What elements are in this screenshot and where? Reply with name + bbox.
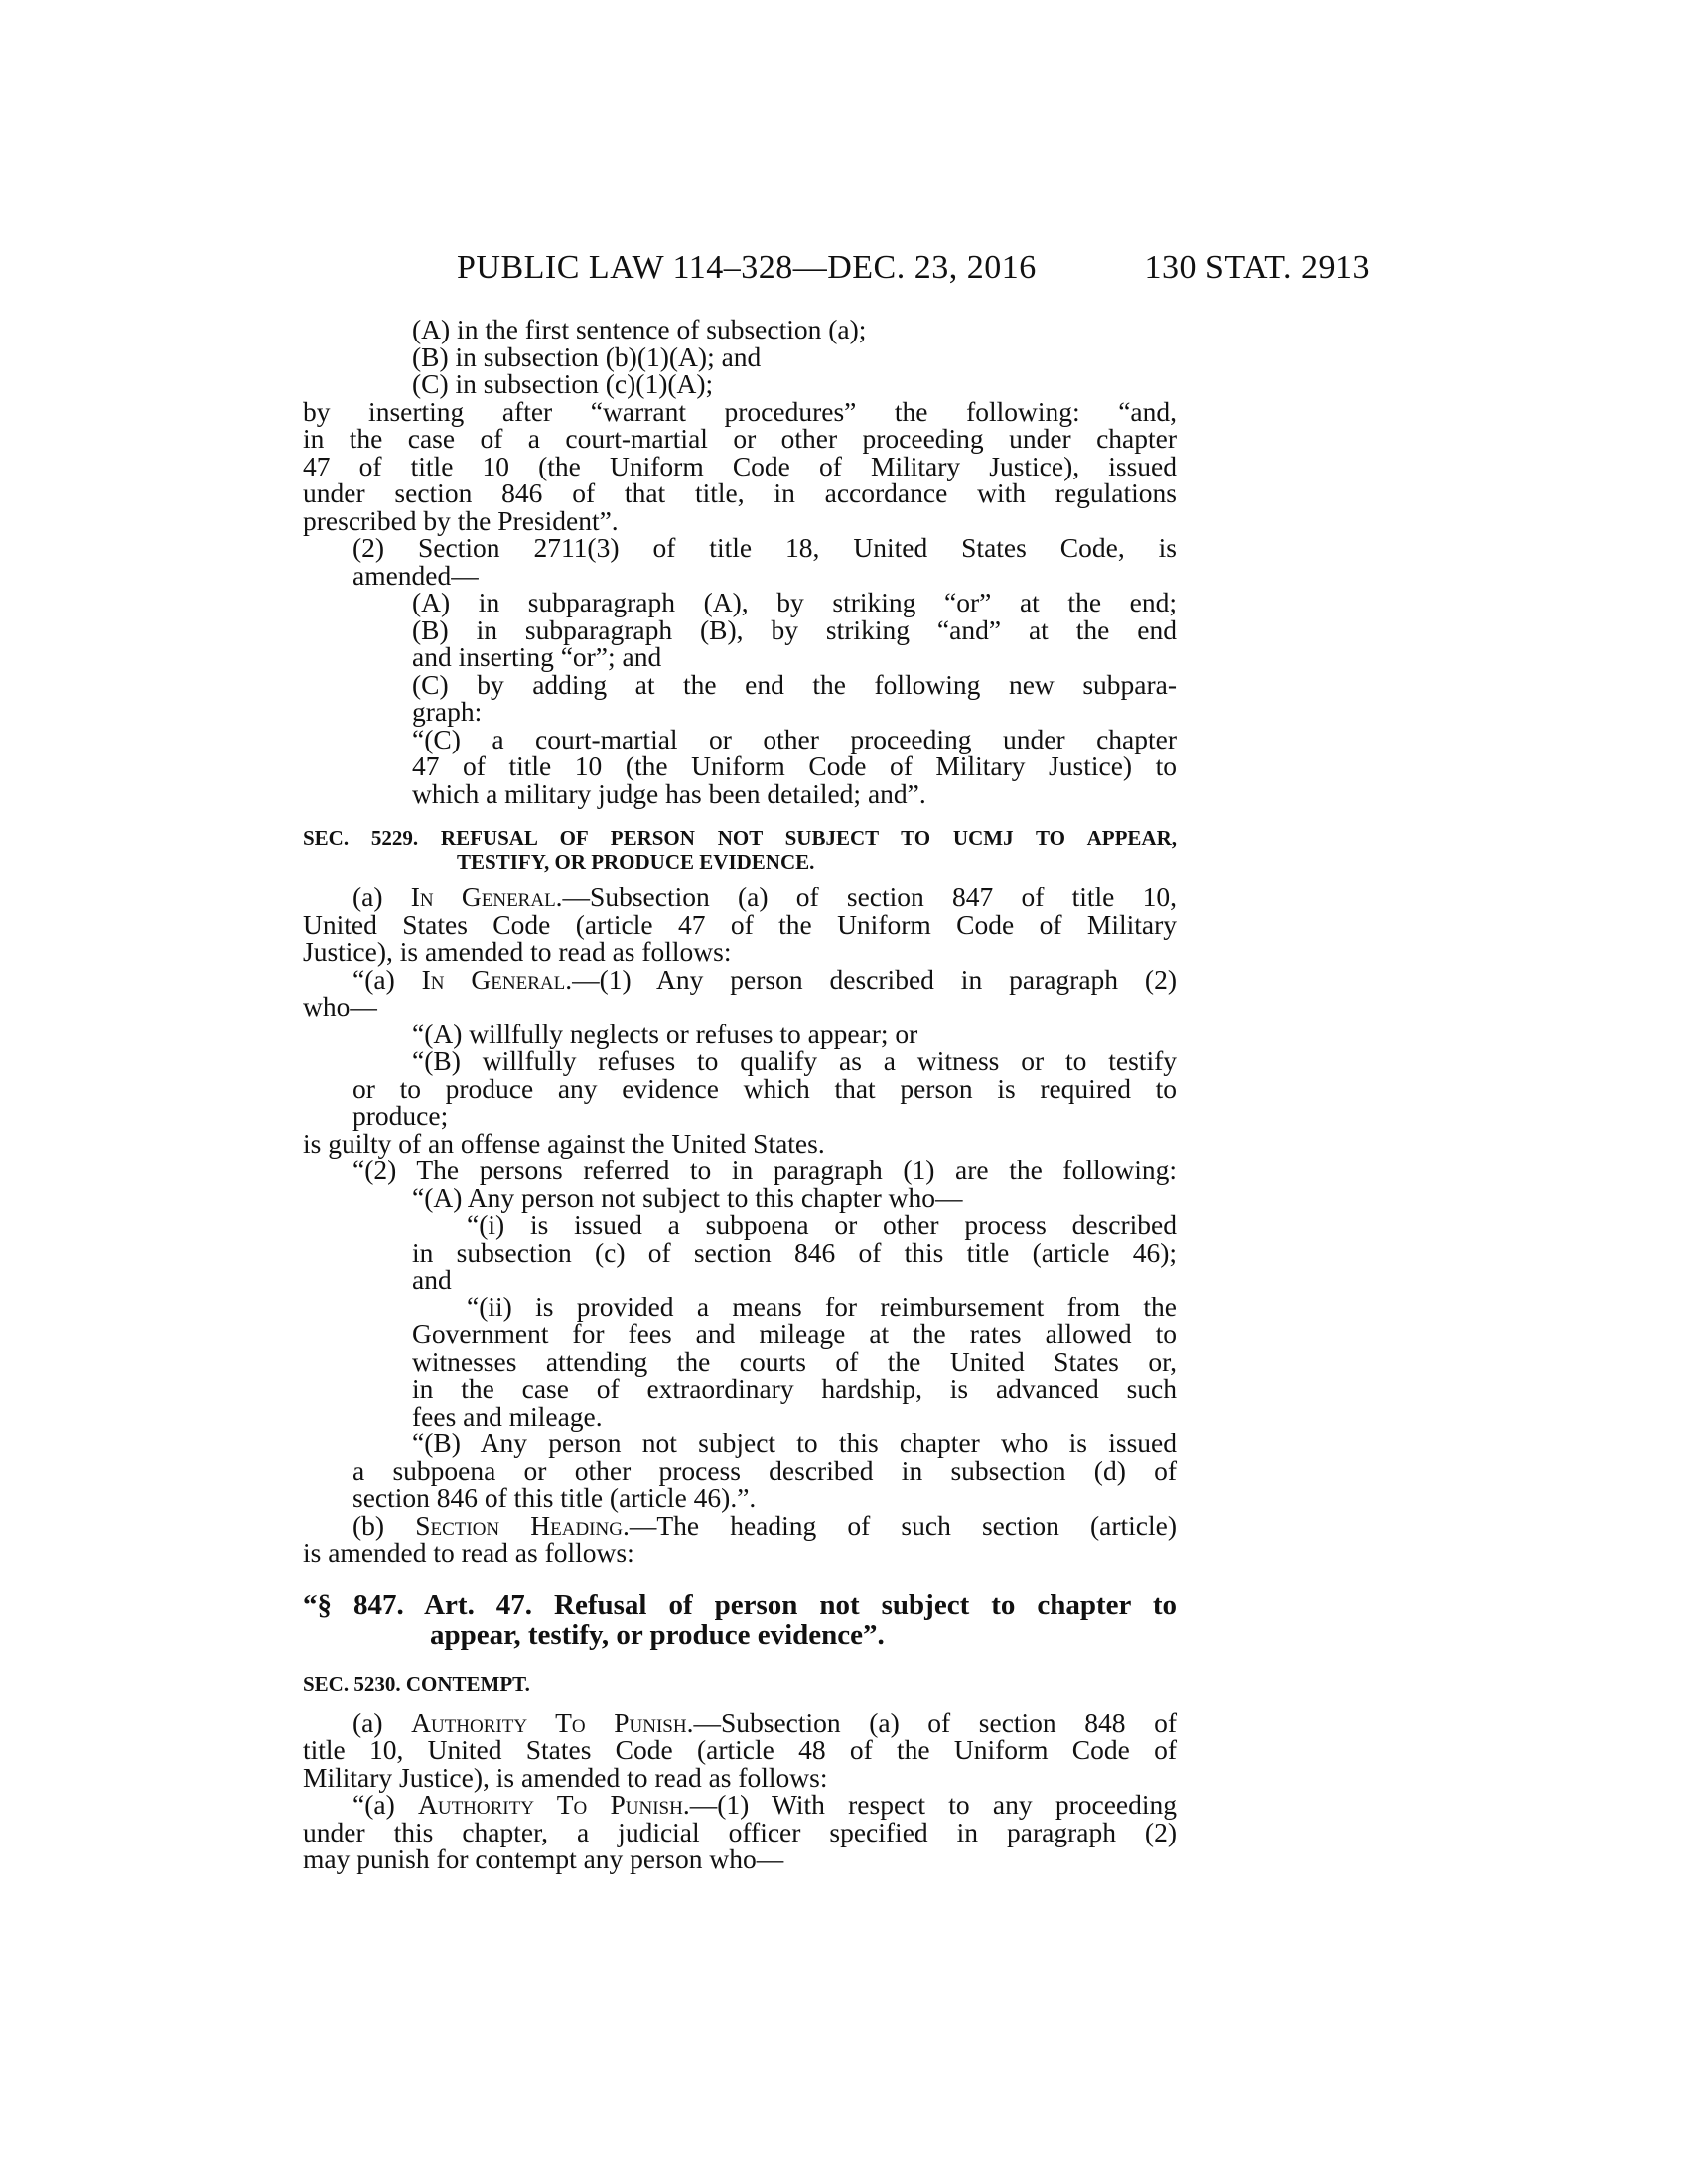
text-line: a subpoena or other process described in subsection (d) of [352, 1454, 1177, 1486]
section-heading-5230 [303, 1672, 1177, 1696]
text-line: United States Code (article 47 of the Uniform Code of Military [303, 908, 1177, 940]
text-line: Government for fees and mileage at the rates allowed to [412, 1318, 1177, 1349]
text-line: 47 of title 10 (the Uniform Code of Military Justice) to [412, 751, 1177, 781]
text-line: “(2) The persons referred to in paragraph (1) are the following: [352, 1155, 1177, 1185]
section-heading-line: SEC. 5229. REFUSAL OF PERSON NOT SUBJECT TO UCMJ TO APPEAR, [303, 826, 1177, 850]
text-line: and [412, 1264, 452, 1295]
text-line: “(B) Any person not subject to this chapter who is issued [412, 1428, 1177, 1458]
text-line: (a) In General.—Subsection (a) of section 847 of title 10, [352, 882, 1177, 912]
text-line: witnesses attending the courts of the United States or, [412, 1345, 1177, 1377]
text-line: “(a) In General.—(1) Any person described in paragraph (2) [352, 963, 1177, 995]
text-line: Military Justice), is amended to read as follows: [303, 1761, 828, 1793]
text-line: fees and mileage. [412, 1400, 603, 1432]
text-line: (A) in the first sentence of subsection (a); [412, 314, 867, 344]
text-line: Justice), is amended to read as follows: [303, 936, 732, 967]
text-line: (B) in subsection (b)(1)(A); and [412, 341, 762, 372]
text-line: amended— [352, 559, 479, 591]
text-line: in the case of a court-martial or other proceeding under chapter [303, 423, 1177, 454]
text-line: “(B) willfully refuses to qualify as a witness or to testify [412, 1045, 1177, 1076]
text-line: under this chapter, a judicial officer specified in paragraph (2) [303, 1816, 1177, 1847]
article-heading-847 [303, 1590, 1177, 1650]
text-line: “(a) Authority To Punish.—(1) With respect to any proceeding [352, 1789, 1177, 1820]
text-line: is amended to read as follows: [303, 1537, 634, 1568]
section-heading-5229 [303, 826, 1177, 874]
text-line: or to produce any evidence which that person is required to [352, 1072, 1177, 1104]
document-body [303, 316, 1177, 1873]
text-line: is guilty of an offense against the United States. [303, 1127, 825, 1159]
text-line: in subsection (c) of section 846 of this title (article 46); [412, 1236, 1177, 1268]
page-header [457, 248, 1370, 288]
text-line: (A) in subparagraph (A), by striking “or” at the end; [412, 587, 1177, 617]
text-line: who— [303, 991, 377, 1022]
header-page-number: 130 STAT. 2913 [1144, 249, 1370, 286]
text-line: section 846 of this title (article 46).”. [352, 1482, 757, 1513]
text-line: (2) Section 2711(3) of title 18, United States Code, is [352, 532, 1177, 563]
text-line: (a) Authority To Punish.—Subsection (a) of section 848 of [352, 1706, 1177, 1738]
text-line: “(A) willfully neglects or refuses to appear; or [412, 1018, 918, 1049]
text-line: may punish for contempt any person who— [303, 1843, 784, 1874]
text-line: which a military judge has been detailed; and”. [412, 777, 926, 809]
text-line: “(ii) is provided a means for reimbursement from the [467, 1291, 1177, 1322]
text-line: “(A) Any person not subject to this chapter who— [412, 1181, 963, 1213]
text-line: “(C) a court-martial or other proceeding under chapter [412, 723, 1177, 754]
text-line: (B) in subparagraph (B), by striking “and” at the end [412, 614, 1177, 645]
text-line: graph: [412, 696, 483, 727]
section-heading-line: SEC. 5230. CONTEMPT. [303, 1671, 530, 1696]
text-line: (b) Section Heading.—The heading of such section (article) [352, 1509, 1177, 1541]
text-line: produce; [352, 1100, 449, 1131]
text-line: in the case of extraordinary hardship, is advanced such [412, 1373, 1177, 1404]
text-line: by inserting after “warrant procedures” the following: “and, [303, 395, 1177, 427]
text-line: and inserting “or”; and [412, 641, 662, 672]
text-line: (C) by adding at the end the following new subpara- [412, 668, 1177, 700]
text-line: “(i) is issued a subpoena or other process described [467, 1209, 1177, 1240]
header-law-citation: PUBLIC LAW 114–328—DEC. 23, 2016 [457, 249, 1037, 286]
text-line: title 10, United States Code (article 48 of the Uniform Code of [303, 1734, 1177, 1765]
text-line: 47 of title 10 (the Uniform Code of Military Justice), issued [303, 450, 1177, 481]
text-line: (C) in subsection (c)(1)(A); [412, 368, 714, 399]
section-heading-line: TESTIFY, OR PRODUCE EVIDENCE. [457, 850, 815, 874]
article-heading-line: “§ 847. Art. 47. Refusal of person not subject to chapter to [303, 1588, 1177, 1621]
text-line: prescribed by the President”. [303, 504, 619, 536]
article-heading-line: appear, testify, or produce evidence”. [430, 1618, 885, 1651]
text-line: under section 846 of that title, in accordance with regulations [303, 478, 1177, 508]
